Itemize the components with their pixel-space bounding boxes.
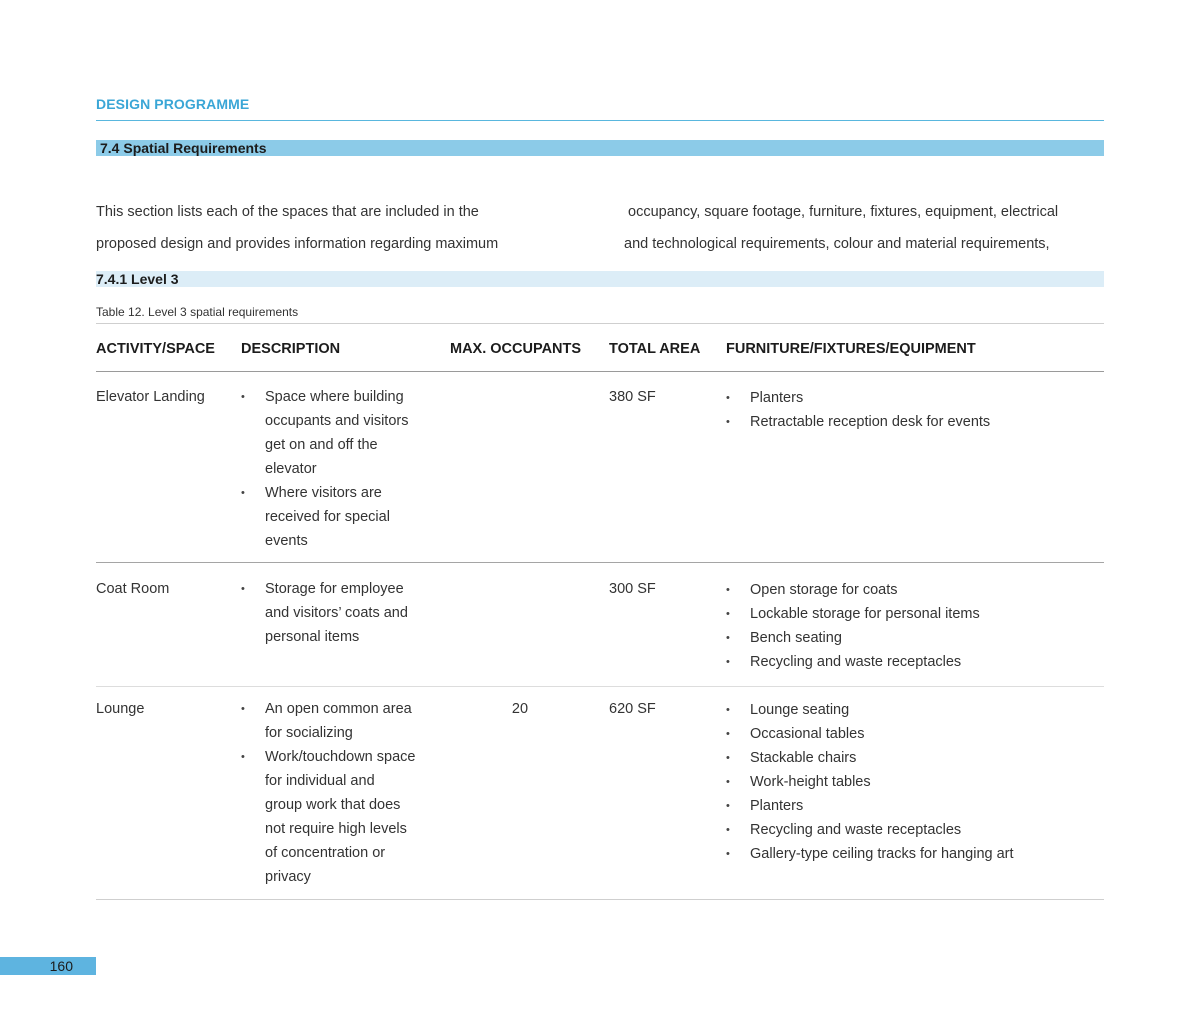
- column-header-furniture: FURNITURE/FIXTURES/EQUIPMENT: [726, 341, 976, 357]
- cell-activity: Elevator Landing: [96, 389, 205, 405]
- cell-description: [241, 697, 441, 889]
- description-line: and visitors’ coats and: [265, 605, 408, 621]
- furniture-item: • Lockable storage for personal items: [726, 602, 1096, 626]
- caption-divider: [96, 323, 1104, 324]
- furniture-item: • Stackable chairs: [726, 746, 1096, 770]
- table-caption: Table 12. Level 3 spatial requirements: [96, 305, 299, 319]
- intro-line: and technological requirements, colour and material requirements,: [624, 236, 1050, 252]
- cell-area: 300 SF: [609, 581, 656, 597]
- row-divider: [96, 686, 1104, 687]
- header-divider: [96, 120, 1104, 121]
- row-divider: [96, 562, 1104, 563]
- header-row-divider: [96, 371, 1104, 372]
- furniture-item: • Recycling and waste receptacles: [726, 650, 1096, 674]
- furniture-item: • Planters: [726, 794, 1096, 818]
- furniture-item: • Occasional tables: [726, 722, 1096, 746]
- description-line: group work that does: [265, 797, 401, 813]
- cell-furniture: [726, 578, 1096, 674]
- column-header-description: DESCRIPTION: [241, 341, 341, 357]
- furniture-item: • Open storage for coats: [726, 578, 1096, 602]
- description-line: occupants and visitors: [265, 413, 409, 429]
- furniture-item: • Planters: [726, 386, 1096, 410]
- description-line: for socializing: [265, 725, 353, 741]
- cell-furniture: [726, 698, 1096, 866]
- description-bullet: [241, 481, 441, 553]
- description-line: privacy: [265, 869, 311, 885]
- cell-activity: Lounge: [96, 701, 145, 717]
- page-number: 160: [49, 958, 73, 974]
- furniture-item: • Recycling and waste receptacles: [726, 818, 1096, 842]
- column-header-activity: ACTIVITY/SPACE: [96, 341, 215, 357]
- furniture-item: • Retractable reception desk for events: [726, 410, 1096, 434]
- description-line: of concentration or: [265, 845, 386, 861]
- furniture-list: [726, 386, 1096, 434]
- furniture-item: • Gallery-type ceiling tracks for hanging art: [726, 842, 1096, 866]
- description-line: get on and off the: [265, 437, 378, 453]
- intro-column-left: [96, 196, 566, 260]
- page-header-title: DESIGN PROGRAMME: [96, 96, 250, 112]
- description-bullet: [241, 697, 441, 745]
- description-line: • An open common area: [265, 701, 412, 717]
- description-line: events: [265, 533, 308, 549]
- cell-activity: Coat Room: [96, 581, 170, 597]
- intro-line: proposed design and provides information regarding maximum: [96, 236, 499, 252]
- furniture-item: • Work-height tables: [726, 770, 1096, 794]
- cell-occupants: 20: [511, 701, 529, 717]
- column-header-occupants: MAX. OCCUPANTS: [450, 341, 582, 357]
- description-list: [241, 697, 441, 889]
- furniture-list: [726, 578, 1096, 674]
- furniture-item: • Bench seating: [726, 626, 1096, 650]
- subsection-heading-bar: [96, 271, 1104, 287]
- cell-description: [241, 385, 441, 553]
- description-line: not require high levels: [265, 821, 407, 837]
- section-heading: 7.4 Spatial Requirements: [100, 140, 267, 156]
- furniture-list: [726, 698, 1096, 866]
- intro-line: This section lists each of the spaces that are included in the: [96, 204, 479, 220]
- description-bullet: [241, 577, 441, 649]
- description-line: • Work/touchdown space: [265, 749, 416, 765]
- description-line: elevator: [265, 461, 317, 477]
- description-line: personal items: [265, 629, 360, 645]
- cell-description: [241, 577, 441, 649]
- description-list: [241, 385, 441, 553]
- description-line: • Where visitors are: [265, 485, 382, 501]
- description-list: [241, 577, 441, 649]
- cell-area: 620 SF: [609, 701, 656, 717]
- description-line: received for special: [265, 509, 390, 525]
- description-line: for individual and: [265, 773, 375, 789]
- row-divider: [96, 899, 1104, 900]
- cell-area: 380 SF: [609, 389, 656, 405]
- column-header-area: TOTAL AREA: [609, 341, 701, 357]
- description-bullet: [241, 385, 441, 481]
- subsection-heading: 7.4.1 Level 3: [96, 271, 179, 287]
- description-line: • Storage for employee: [265, 581, 404, 597]
- intro-line: occupancy, square footage, furniture, fixtures, equipment, electrical: [628, 204, 1059, 220]
- furniture-item: • Lounge seating: [726, 698, 1096, 722]
- cell-furniture: [726, 386, 1096, 434]
- intro-column-right: [624, 196, 1104, 260]
- description-bullet: [241, 745, 441, 889]
- description-line: • Space where building: [265, 389, 404, 405]
